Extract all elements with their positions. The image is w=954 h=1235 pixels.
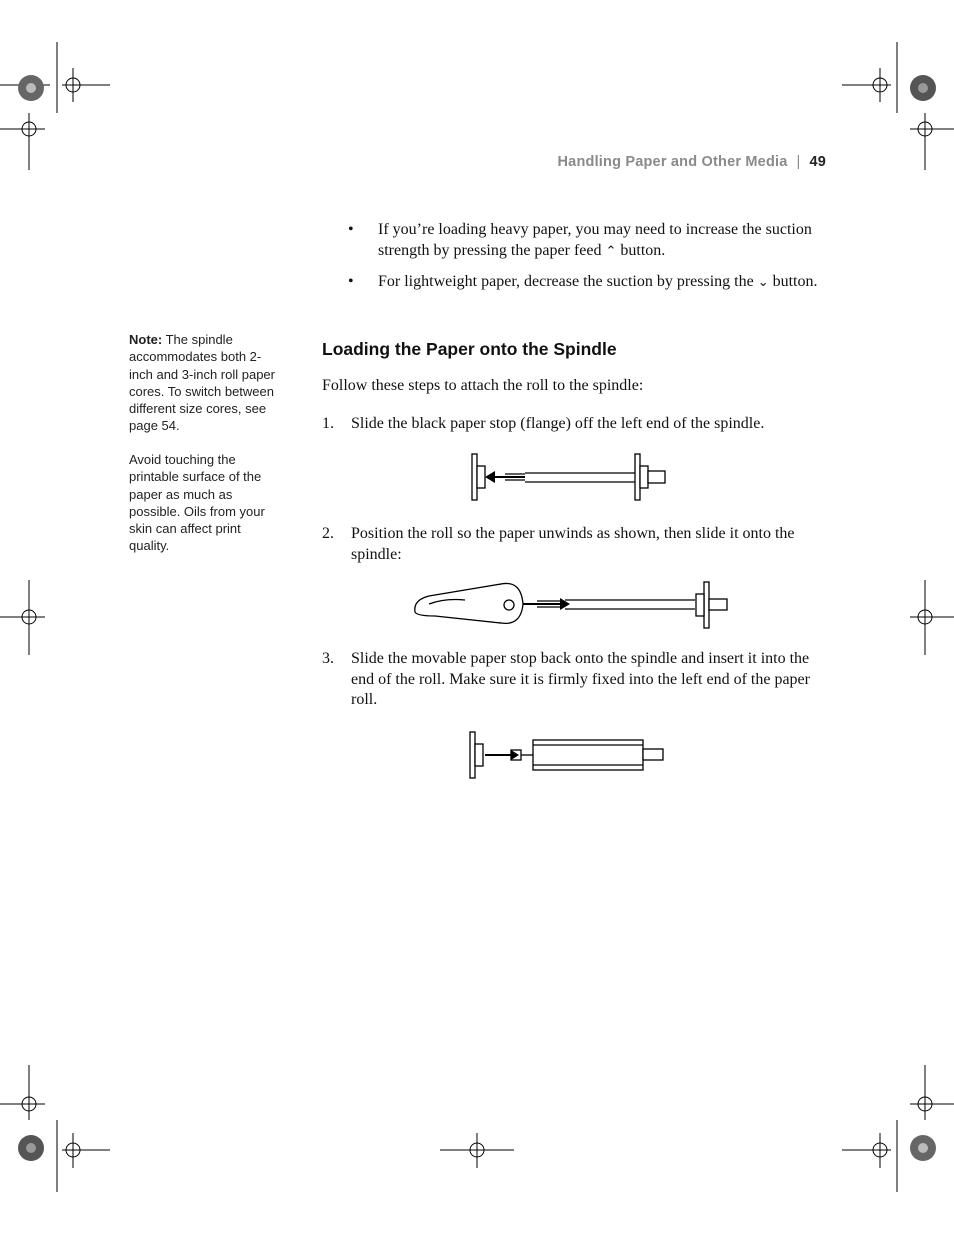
spindle-illustration-step-1: [465, 450, 675, 506]
bullet-item-lightweight-paper: [348, 272, 828, 294]
sidebar-note: [129, 331, 279, 435]
bullet-item-heavy-paper: [348, 220, 828, 262]
spindle-illustration-step-2: [405, 578, 735, 634]
step-2: [322, 524, 828, 565]
page-number: 49: [809, 154, 826, 170]
bullet-text: If you’re loading heavy paper, you may need to increase the suction strength by pressing the paper feed: [378, 221, 812, 259]
step-text: Position the roll so the paper unwinds as shown, then slide it onto the spindle:: [351, 525, 795, 563]
spindle-illustration-step-3: [465, 728, 675, 784]
step-text: Slide the movable paper stop back onto the spindle and insert it into the end of the roll. Make sure it is firmly fixed into the left end of the paper roll.: [351, 650, 810, 709]
header-section-title: Handling Paper and Other Media: [557, 154, 788, 170]
header-separator: |: [796, 154, 801, 170]
down-arrow-icon: ⌄: [757, 275, 769, 290]
step-number: 1.: [322, 415, 334, 432]
bullet-text: button.: [768, 273, 818, 290]
section-heading: Loading the Paper onto the Spindle: [322, 339, 617, 359]
running-header: [558, 154, 826, 170]
bullet-text: button.: [616, 241, 666, 259]
note-text: The spindle accommodates both 2-inch and 3-inch roll paper cores. To switch between different size cores, see page 54.: [129, 332, 275, 434]
bullet-marker: •: [348, 273, 354, 290]
intro-paragraph: Follow these steps to attach the roll to the spindle:: [322, 377, 644, 394]
step-3: [322, 649, 828, 711]
step-number: 2.: [322, 525, 334, 542]
step-text: Slide the black paper stop (flange) off the left end of the spindle.: [351, 415, 765, 432]
step-1: [322, 414, 828, 435]
sidebar-caution: Avoid touching the printable surface of the paper as much as possible. Oils from your skin can affect print quality.: [129, 452, 265, 554]
step-number: 3.: [322, 650, 334, 667]
bullet-marker: •: [348, 221, 354, 238]
up-arrow-icon: ⌃: [605, 243, 617, 259]
note-label: Note:: [129, 332, 163, 347]
bullet-text: For lightweight paper, decrease the suction by pressing the: [378, 273, 758, 290]
